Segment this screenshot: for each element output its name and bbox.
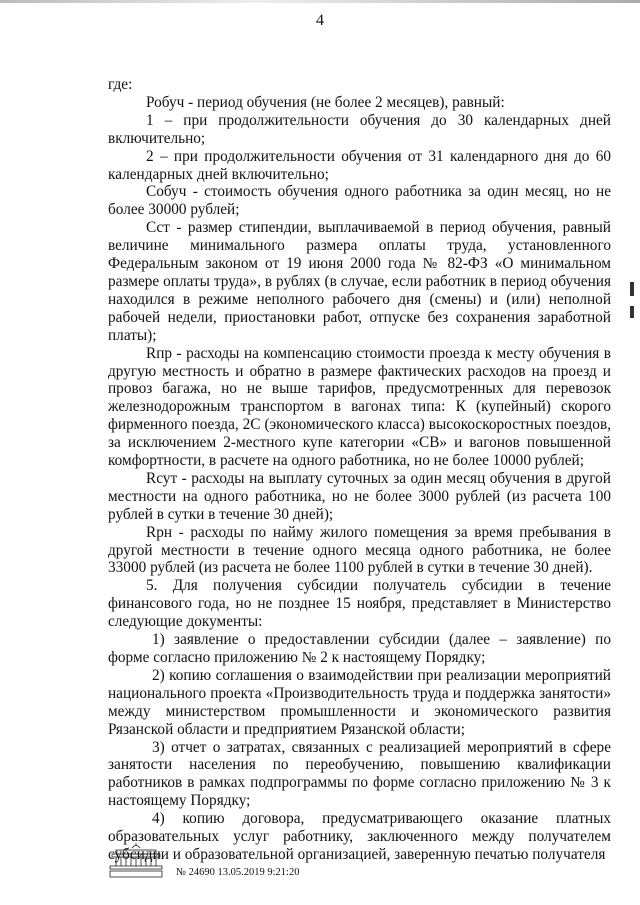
scan-edge [0,0,640,3]
footer [108,842,508,882]
paragraph: 2) копию соглашения о взаимодействии при реализации мероприятий национального проекта «Производительность труда и поддержка занятости» между министерством промышленности и экономического развития Рязанской области и предприятием Рязанской области; [108,666,611,738]
paragraph: 1 – при продолжительности обучения до 30 календарных дней включительно; [108,111,611,147]
paragraph: 2 – при продолжительности обучения от 31 календарного дня до 60 календарных дней включительно; [108,147,611,183]
paragraph: 3) отчет о затратах, связанных с реализацией мероприятий в сфере занятости населения по переобучению, повышению квалификации работников в рамках подпрограммы по форме согласно приложению № 3 к настоящему Порядку; [108,738,611,810]
paragraph: 1) заявление о предоставлении субсидии (далее – заявление) по форме согласно приложению № 2 к настоящему Порядку; [108,631,611,666]
registration-number: № 24690 13.05.2019 9:21:20 [176,867,300,878]
paragraph: Собуч - стоимость обучения одного работника за один месяц, но не более 30000 рублей; [108,183,611,219]
scan-edge-mark [630,306,634,318]
government-building-stamp-icon [108,842,164,882]
scan-edge-mark [630,282,634,296]
paragraph: Робуч - период обучения (не более 2 месяцев), равный: [146,93,505,111]
paragraph: Сст - размер стипендии, выплачиваемой в период обучения, равный величине минимального размера оплаты труда, установленного Федеральным законом от 19 июня 2000 года № 82-ФЗ «О минимальном размере оплаты труда», в рублях (в случае, если работник в период обучения находился в режиме неполного рабочего дня (смены) и (или) неполной рабочей недели, приостановки работ, отпуске без сохранения заработной платы); [108,219,611,344]
paragraph: Rрн - расходы по найму жилого помещения за время пребывания в другой местности в течение одного месяца одного работника, не более 33000 рублей (из расчета не более 1100 рублей в сутки в течение 30 дней). [108,523,611,577]
paragraph: Rпр - расходы на компенсацию стоимости проезда к месту обучения в другую местность и обратно в размере фактических расходов на проезд и провоз багажа, но не выше тарифов, предусмотренных для перевозок железнодорожным транспортом в вагонах типа: К (купейный) скорого фирменного поезда, 2С (экономического класса) высокоскоростных поездов, за исключением 2-местного купе категории «СВ» и вагонов повышенной комфортности, в расчете на одного работника, но не более 10000 рублей; [108,344,611,470]
paragraph: 4) копию договора, предусматривающего оказание платных образовательных услуг работнику, заключенного между получателем субсидии и образовательной организацией, заверенную печатью получателя [108,810,611,863]
paragraph: 5. Для получения субсидии получатель субсидии в течение финансового года, но не позднее 15 ноября, представляет в Министерство следующие документы: [108,577,611,631]
page-number: 4 [316,12,324,29]
document-body [108,76,611,864]
paragraph: Rсут - расходы на выплату суточных за один месяц обучения в другой местности на одного работника, но не более 3000 рублей (из расчета 100 рублей в сутки в течение 30 дней); [108,469,611,523]
paragraph: где: [108,76,133,93]
